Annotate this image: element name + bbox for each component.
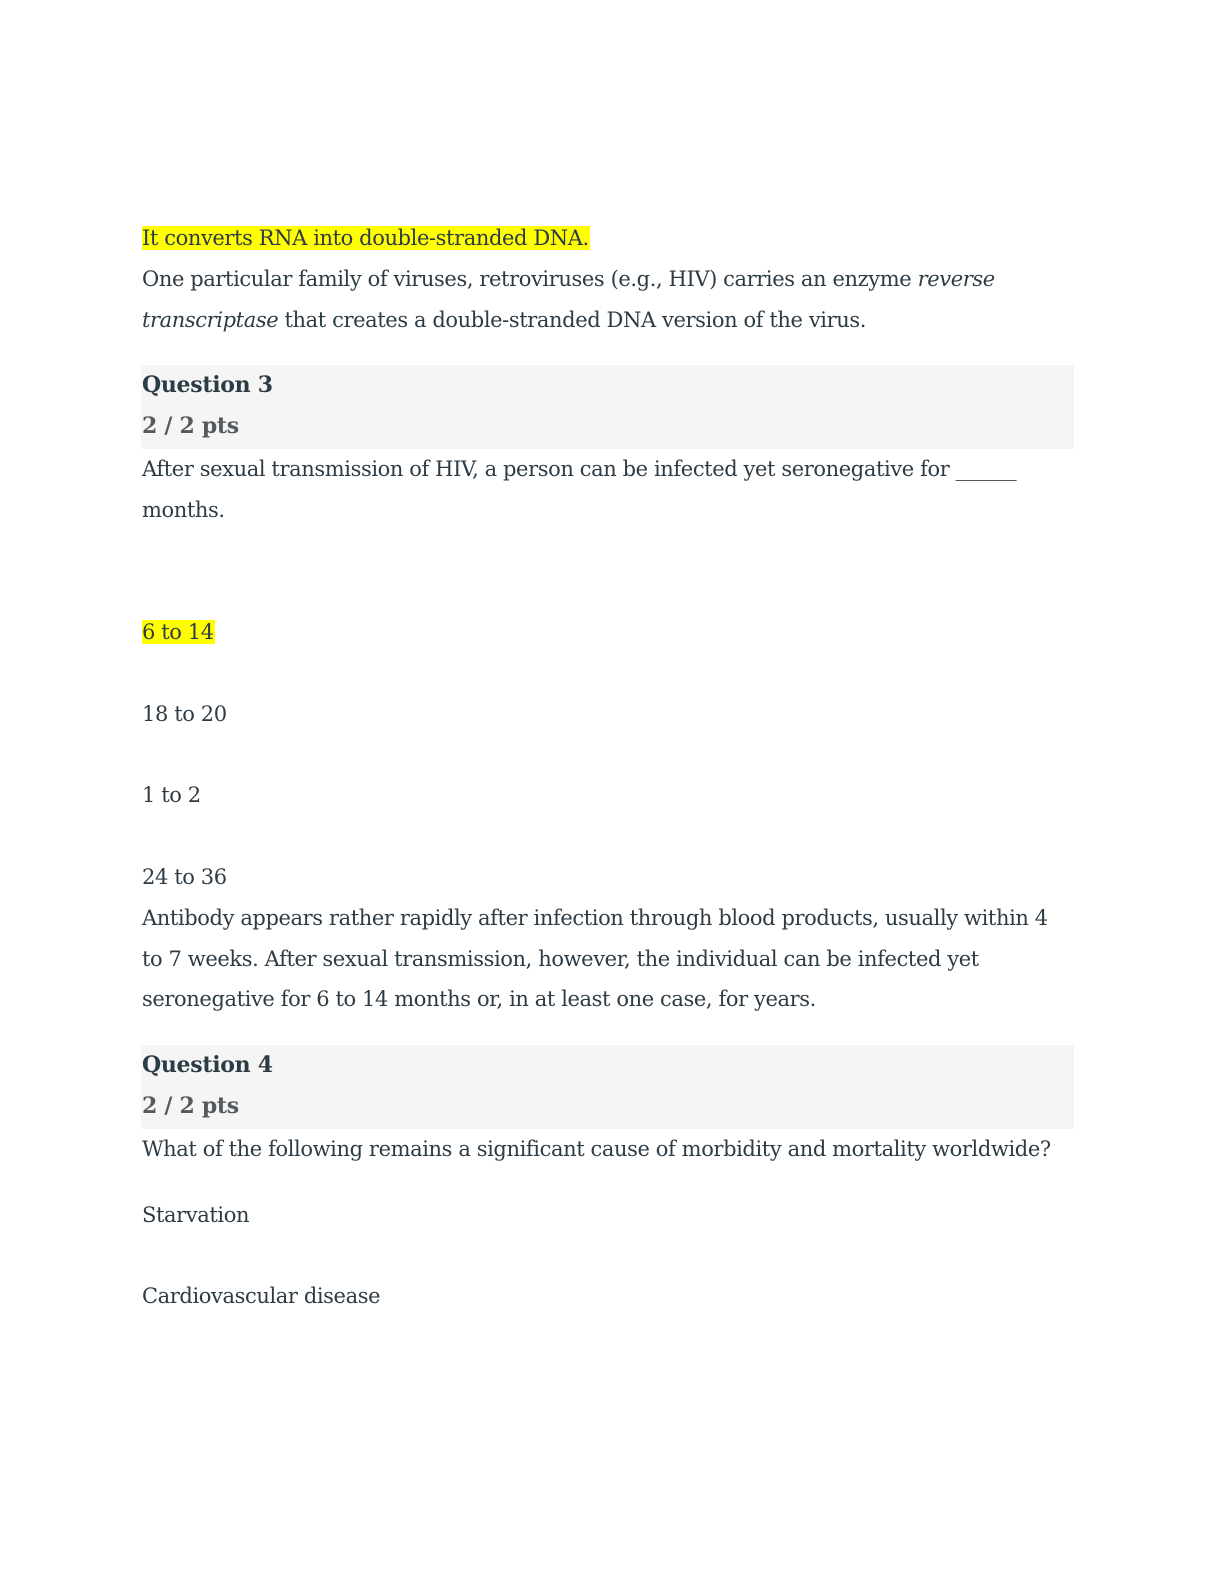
question-3-title: Question 3 [142, 372, 273, 399]
selected-option-highlight: 6 to 14 [142, 620, 214, 645]
correct-answer-highlight: It converts RNA into double-stranded DNA. [142, 226, 589, 250]
document-page [142, 218, 1074, 1317]
question-4-points: 2 / 2 pts [142, 1092, 239, 1119]
question-4-title: Question 4 [142, 1052, 273, 1079]
question-3-explanation: Antibody appears rather rapidly after infection through blood products, usually within 4 to 7 weeks. After sexual transmission, however, the individual can be infected yet seronegative for 6 to 14 months or, in at least one case, for years. [142, 905, 1048, 1012]
explanation-text-1: One particular family of viruses, retroviruses (e.g., HIV) carries an enzyme [142, 266, 918, 291]
explanation-italic: reverse transcriptase [142, 266, 995, 332]
explanation-text-2: that creates a double-stranded DNA version of the virus. [278, 307, 867, 332]
question-3-points: 2 / 2 pts [142, 413, 239, 440]
question-4-option-2[interactable]: Cardiovascular disease [142, 1284, 381, 1309]
question-3-option-4[interactable]: 24 to 36 [142, 864, 227, 889]
previous-answer [142, 218, 1074, 259]
question-4-header [141, 1045, 1074, 1129]
question-3-header [141, 365, 1074, 449]
question-4-option-1[interactable]: Starvation [142, 1202, 250, 1227]
question-3-prompt: After sexual transmission of HIV, a person can be infected yet seronegative for ______ months. [142, 456, 1017, 522]
question-3-option-2[interactable]: 18 to 20 [142, 701, 227, 726]
previous-explanation [142, 259, 1022, 341]
question-4-prompt: What of the following remains a significant cause of morbidity and mortality worldwide? [142, 1136, 1051, 1161]
question-3-option-1[interactable] [142, 612, 1074, 653]
question-3-option-3[interactable]: 1 to 2 [142, 783, 201, 808]
